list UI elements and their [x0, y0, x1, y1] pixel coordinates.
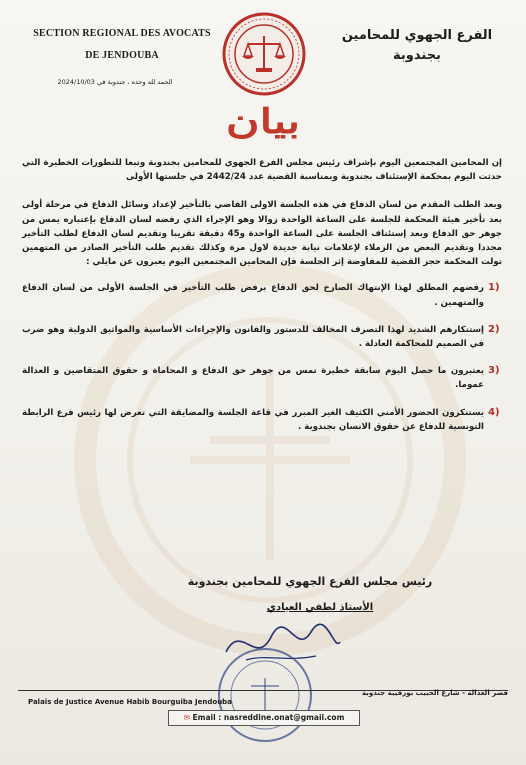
header-arabic-section: الفرع الجهوي للمحامين — [341, 28, 493, 43]
document-date: الحمد لله وحده ، جندوبة في 2024/10/03 — [57, 78, 173, 86]
header-city-name: DE JENDOUBA — [85, 50, 159, 61]
footer-address-arabic: قصر العدالة - شارع الحبيب بورقيبة جندوبة — [362, 689, 508, 697]
footer-address-latin: Palais de Justice Avenue Habib Bourguiba Jendouba — [28, 698, 232, 706]
intro-paragraph: إن المحامين المجتمعين اليوم بإشراف رئيس مجلس الفرع الجهوي للمحامين بجندوبة وتبعا للتطورات الخطيرة التي حدثت اليوم بمحكمة الإستئناف بجندوبة وبمناسبة القضية عدد 2442/24 في جلستها الأولى — [22, 158, 502, 183]
list-item — [22, 406, 502, 434]
document-title: بيان — [225, 102, 301, 142]
list-item — [22, 364, 502, 392]
context-paragraph: وبعد الطلب المقدم من لسان الدفاع في هذه الجلسة الاولى القاضي بالتأخير لإعداد وسائل الدفاع في مرحلة أولى بعد تأخير هيئة المحكمة للجلسة على الساعة الواحدة زوالا وهو الإجراء الذي رفضه لسان الدفاع بإعتباره يمس من جوهر حق الدفاع وبعد إستئناف الجلسة على الساعة الواحدة و45 دقيقة تقريبا وتقديم لسان الدفاع لطلب التأخير مجددا وتقديم البعض من الزملاء لإعلامات نيابة جديدة لاول مرة وكذلك تقديم طلب التأخير الصادر من المتهمين تولت المحكمة حجز القضية للمفاوضة إثر الجلسة فإن المحامين المجتمعين اليوم يعبرون عن مايلي : — [22, 200, 502, 268]
header-left-latin — [22, 28, 222, 72]
item-text: يستنكرون الحضور الأمني الكثيف الغير المبرر في قاعة الجلسة والمضايقة التي تعرض لها رئيس فرع الرابطة التونسية للدفاع عن حقوق الانسان بجندوبة . — [22, 407, 484, 432]
item-text: يعتبرون ما حصل اليوم سابقة خطيرة تمس من جوهر حق الدفاع و المحاماة و حقوق المتقاضين و العدالة عموما. — [22, 366, 484, 391]
list-item — [22, 281, 502, 309]
item-number: 1) — [488, 282, 500, 294]
statement-body — [22, 156, 502, 447]
item-number: 3) — [488, 365, 500, 377]
email-label: Email : — [192, 713, 224, 722]
item-text: إستنكارهم الشديد لهذا التصرف المخالف للدستور والقانون والإجراءات الأساسية والمواثيق الدولية وهو ضرب في الصميم للمحاكمة العادلة . — [22, 324, 484, 350]
signatory-name: الأستاذ لطفي العيادي — [266, 602, 374, 613]
header-arabic-city: بجندوبة — [393, 48, 441, 63]
signatory-title: رئيس مجلس الفرع الجهوي للمحامين بجندوبة — [187, 575, 433, 588]
header-right-arabic — [332, 26, 502, 66]
email-address[interactable]: nasreddine.onat@gmail.com — [223, 713, 345, 722]
list-item — [22, 323, 502, 351]
item-text: رفضهم المطلق لهذا الإنتهاك الصارخ لحق الدفاع برفض طلب التأخير في الجلسة الأولى من لسان الدفاع والمتهمين . — [22, 283, 484, 308]
header-section-name: SECTION REGIONAL DES AVOCATS — [33, 28, 211, 39]
official-stamp — [205, 640, 325, 750]
email-icon: ✉ — [183, 713, 190, 722]
item-number: 2) — [488, 323, 500, 335]
bar-association-seal-logo — [222, 12, 306, 96]
email-box — [168, 710, 360, 726]
item-number: 4) — [488, 406, 500, 418]
